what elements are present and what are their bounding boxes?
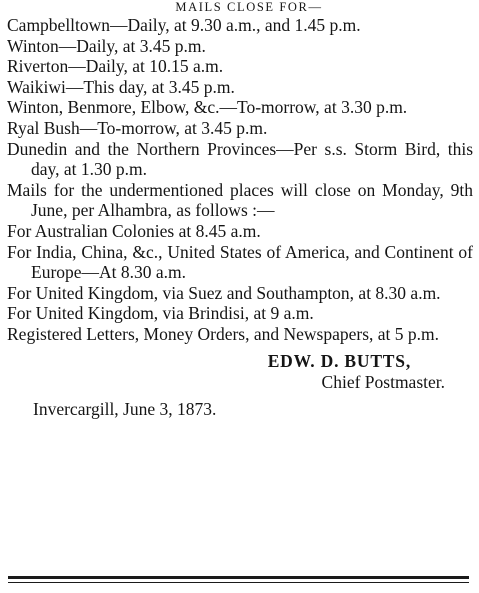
schedule-entry-uk-brindisi: For United Kingdom, via Brindisi, at 9 a.m. (7, 303, 314, 324)
dateline: Invercargill, June 3, 1873. (33, 398, 217, 419)
schedule-entry-alhambra-notice: Mails for the undermentioned places will close on Monday, 9th June, per Alhambra, as follows :— (7, 179, 473, 221)
bottom-rule-thick (8, 576, 469, 579)
schedule-entry-uk-suez: For United Kingdom, via Suez and Southampton, at 8.30 a.m. (7, 282, 441, 303)
signatory-title: Chief Postmaster. (321, 372, 445, 393)
schedule-entry-riverton: Riverton—Daily, at 10.15 a.m. (7, 56, 224, 77)
signatory-name: EDW. D. BUTTS, (267, 350, 411, 371)
mail-notice (7, 0, 473, 419)
schedule-entry-winton-benmore-elbow: Winton, Benmore, Elbow, &c.—To-morrow, at 3.30 p.m. (7, 97, 408, 118)
schedule-entry-ryal-bush: Ryal Bush—To-morrow, at 3.45 p.m. (7, 117, 268, 138)
schedule-entry-dunedin: Dunedin and the Northern Provinces—Per s.s. Storm Bird, this day, at 1.30 p.m. (7, 138, 473, 180)
mail-schedule-list (7, 15, 473, 345)
schedule-entry-winton: Winton—Daily, at 3.45 p.m. (7, 35, 206, 56)
bottom-rule-thin (8, 582, 469, 583)
notice-heading: MAILS CLOSE FOR— (175, 0, 323, 14)
schedule-entry-india-china-america: For India, China, &c., United States of America, and Continent of Europe—At 8.30 a.m. (7, 241, 473, 283)
schedule-entry-australian-colonies: For Australian Colonies at 8.45 a.m. (7, 220, 261, 241)
schedule-entry-waikiwi: Waikiwi—This day, at 3.45 p.m. (7, 76, 235, 97)
schedule-entry-registered-letters: Registered Letters, Money Orders, and Newspapers, at 5 p.m. (7, 323, 440, 344)
schedule-entry-campbelltown: Campbelltown—Daily, at 9.30 a.m., and 1.45 p.m. (7, 15, 361, 35)
